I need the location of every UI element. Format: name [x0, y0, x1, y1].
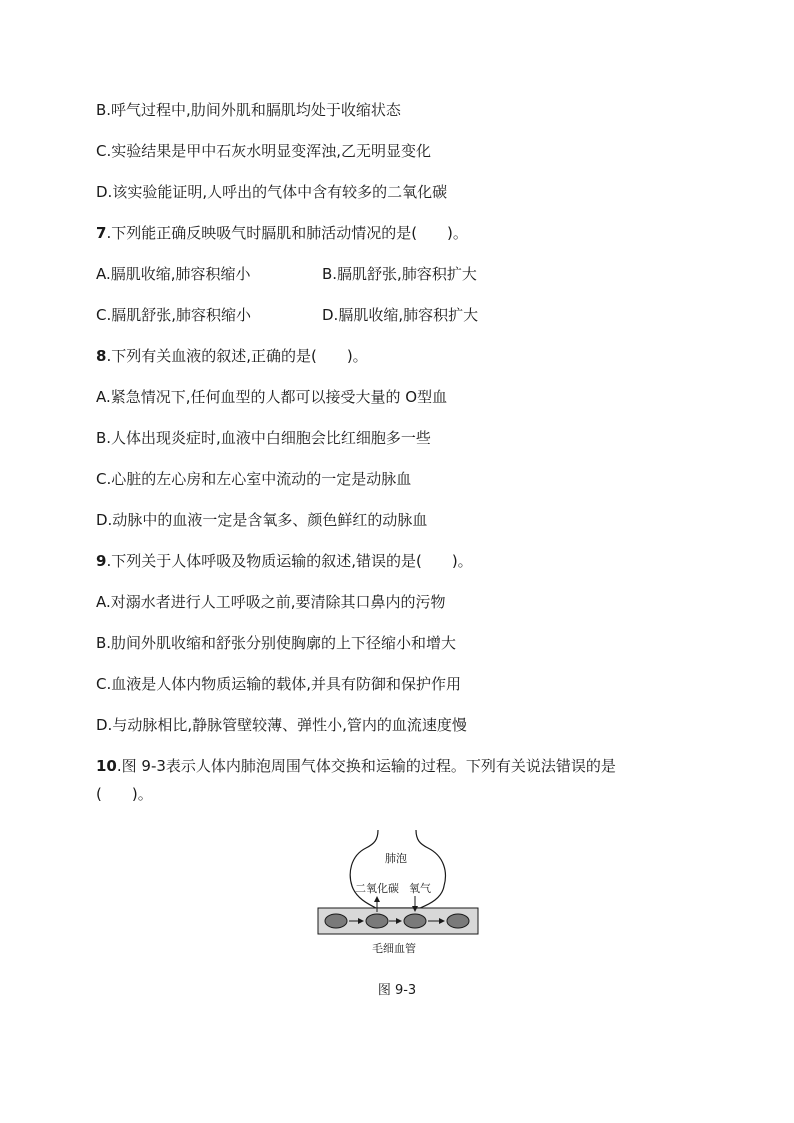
q7-option-d: D.膈肌收缩,肺容积扩大: [322, 306, 479, 324]
o2-label: 氧气: [409, 882, 431, 895]
q8-option-d: D.动脉中的血液一定是含氧多、颜色鲜红的动脉血: [96, 511, 428, 529]
q7-option-a: A.膈肌收缩,肺容积缩小: [96, 265, 251, 283]
red-blood-cell: [447, 914, 469, 928]
q10-stem-text: .图 9-3表示人体内肺泡周围气体交换和运输的过程。下列有关说法错误的是: [116, 757, 616, 775]
q8-stem-text: .下列有关血液的叙述,正确的是( )。: [106, 347, 368, 365]
q9-option-a: A.对溺水者进行人工呼吸之前,要清除其口鼻内的污物: [96, 593, 446, 611]
q7-stem-text: .下列能正确反映吸气时膈肌和肺活动情况的是( )。: [106, 224, 468, 242]
q7-option-c: C.膈肌舒张,肺容积缩小: [96, 306, 252, 324]
alveolus-outline: [350, 830, 445, 908]
q8-option-c: C.心脏的左心房和左心室中流动的一定是动脉血: [96, 470, 412, 488]
q6-option-d: D.该实验能证明,人呼出的气体中含有较多的二氧化碳: [96, 183, 448, 201]
q10-number: 10: [96, 757, 117, 775]
q9-stem-text: .下列关于人体呼吸及物质运输的叙述,错误的是( )。: [106, 552, 473, 570]
q9-option-c: C.血液是人体内物质运输的载体,并具有防御和保护作用: [96, 675, 462, 693]
alveolus-capillary-diagram: [316, 828, 480, 960]
q6-option-b: B.呼气过程中,肋间外肌和膈肌均处于收缩状态: [96, 101, 401, 119]
q9-option-d: D.与动脉相比,静脉管壁较薄、弹性小,管内的血流速度慢: [96, 716, 467, 734]
q9-option-b: B.肋间外肌收缩和舒张分别使胸廓的上下径缩小和增大: [96, 634, 457, 652]
red-blood-cell: [325, 914, 347, 928]
q10-stem: [96, 756, 616, 776]
capillary-label: 毛细血管: [372, 942, 416, 955]
red-blood-cell: [366, 914, 388, 928]
q7-stem: [96, 223, 468, 243]
q6-option-c: C.实验结果是甲中石灰水明显变浑浊,乙无明显变化: [96, 142, 432, 160]
q8-option-b: B.人体出现炎症时,血液中白细胞会比红细胞多一些: [96, 429, 431, 447]
q7-option-b: B.膈肌舒张,肺容积扩大: [322, 265, 477, 283]
co2-label: 二氧化碳: [355, 882, 399, 895]
q10-stem-continuation: ( )。: [96, 785, 153, 803]
q8-stem: [96, 346, 368, 366]
red-blood-cell: [404, 914, 426, 928]
q8-option-a: A.紧急情况下,任何血型的人都可以接受大量的 O型血: [96, 388, 448, 406]
figure-caption: 图 9-3: [377, 983, 417, 998]
q7-number: 7: [96, 224, 107, 242]
q8-number: 8: [96, 347, 107, 365]
q9-stem: [96, 551, 473, 571]
q9-number: 9: [96, 552, 107, 570]
alveolus-label: 肺泡: [385, 852, 407, 865]
